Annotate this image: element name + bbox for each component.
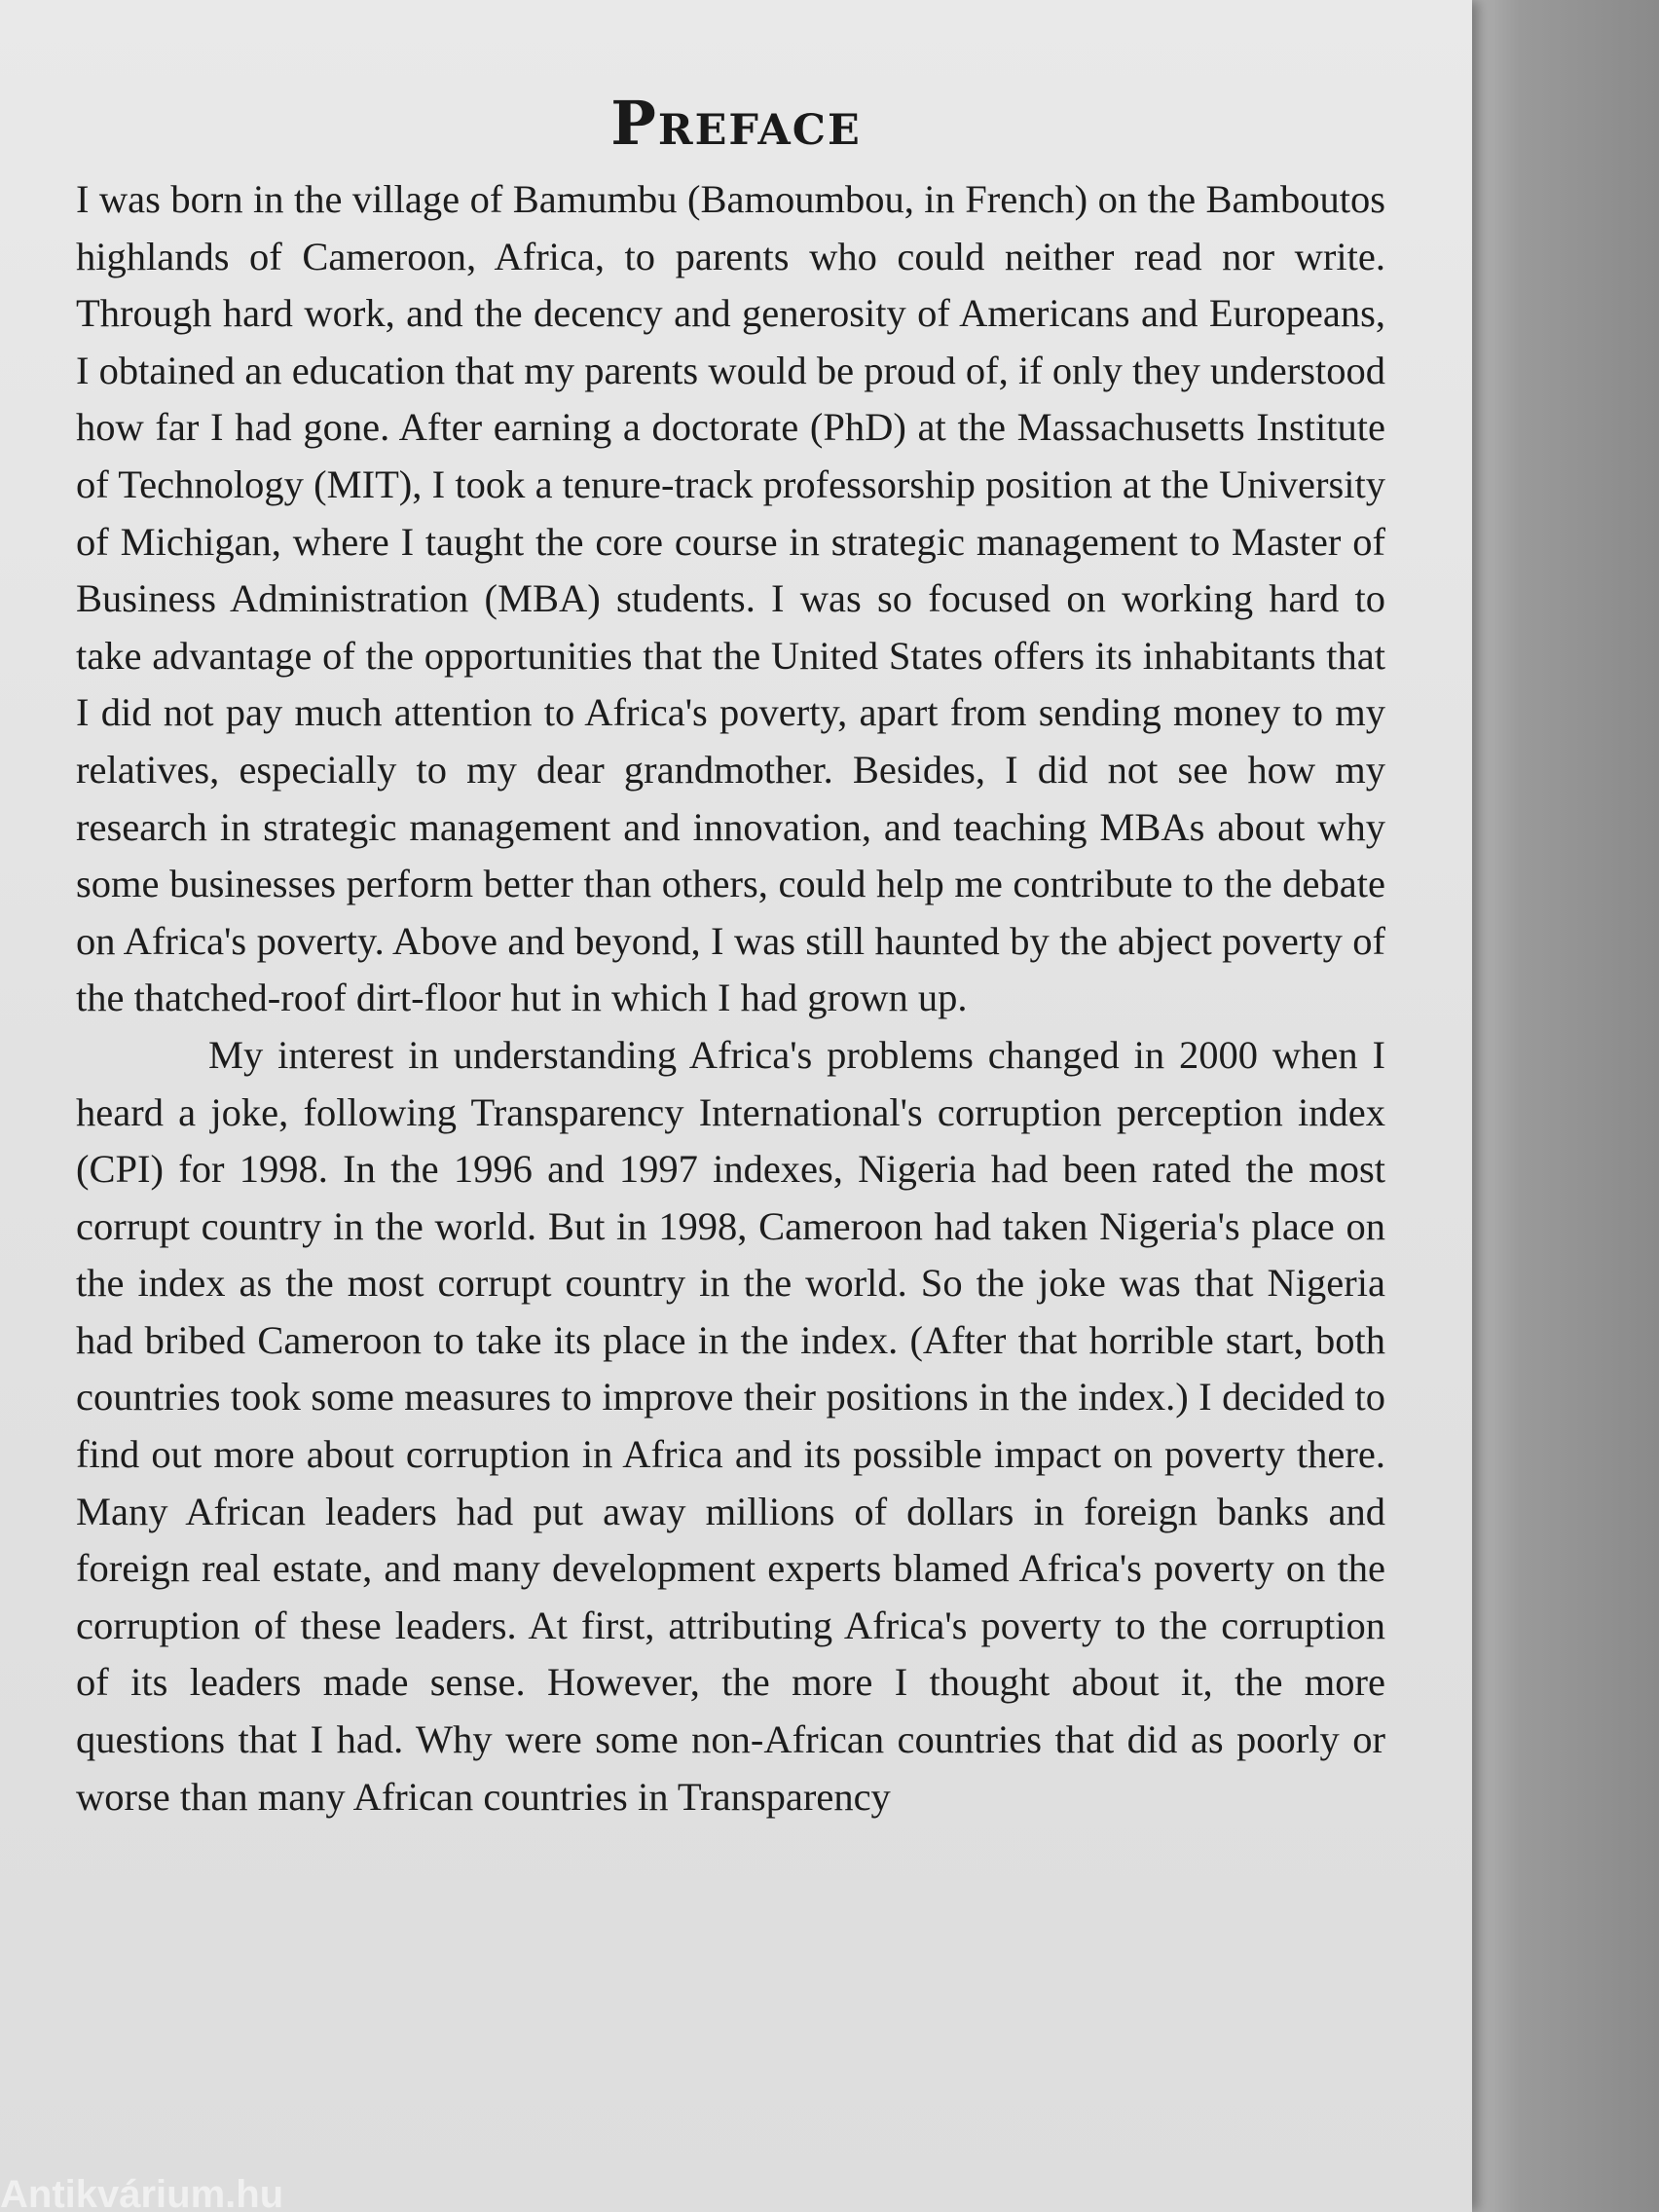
paragraph-2: My interest in understanding Africa's problems changed in 2000 when I heard a joke, following Transparency International's corruption perception index (CPI) for 1998. In the 1996 and 1997 indexes, Nigeria had been rated the most corrupt country in the world. But in 1998, Cameroon had taken Nigeria's place on the index as the most corrupt country in the world. So the joke was that Nigeria had bribed Cameroon to take its place in the index. (After that horrible start, both countries took some measures to improve their positions in the index.) I decided to find out more about corruption in Africa and its possible impact on poverty there. Many African leaders had put away millions of dollars in foreign banks and foreign real estate, and many development experts blamed Africa's poverty on the corruption of these leaders. At first, attributing Africa's poverty to the corruption of its leaders made sense. However, the more I thought about it, the more questions that I had. Why were some non-African countries that did as poorly or worse than many African countries in Transparency xyxy=(76,1032,1385,1819)
page-title: Preface xyxy=(610,87,862,159)
watermark: Antikvárium.hu xyxy=(0,2173,284,2212)
paragraph-1: I was born in the village of Bamumbu (Bamoumbou, in French) on the Bamboutos highlands of Cameroon, Africa, to parents who could neither read nor write. Through hard work, and the decency and generosity of Americans and Europeans, I obtained an education that my parents would be proud of, if only they understood how far I had gone. After earning a doctorate (PhD) at the Massachusetts Institute of Technology (MIT), I took a tenure-track professorship position at the University of Michigan, where I taught the core course in strategic management to Master of Business Administration (MBA) students. I was so focused on working hard to take advantage of the opportunities that the United States offers its inhabitants that I did not pay much attention to Africa's poverty, apart from sending money to my relatives, especially to my dear grandmother. Besides, I did not see how my research in strategic management and innovation, and teaching MBAs about why some businesses perform better than others, could help me contribute to the debate on Africa's poverty. Above and beyond, I was still haunted by the abject poverty of the thatched-roof dirt-floor hut in which I had grown up. xyxy=(76,177,1385,1020)
page-body xyxy=(76,171,1385,1825)
book-spine-shadow xyxy=(1460,0,1659,2212)
